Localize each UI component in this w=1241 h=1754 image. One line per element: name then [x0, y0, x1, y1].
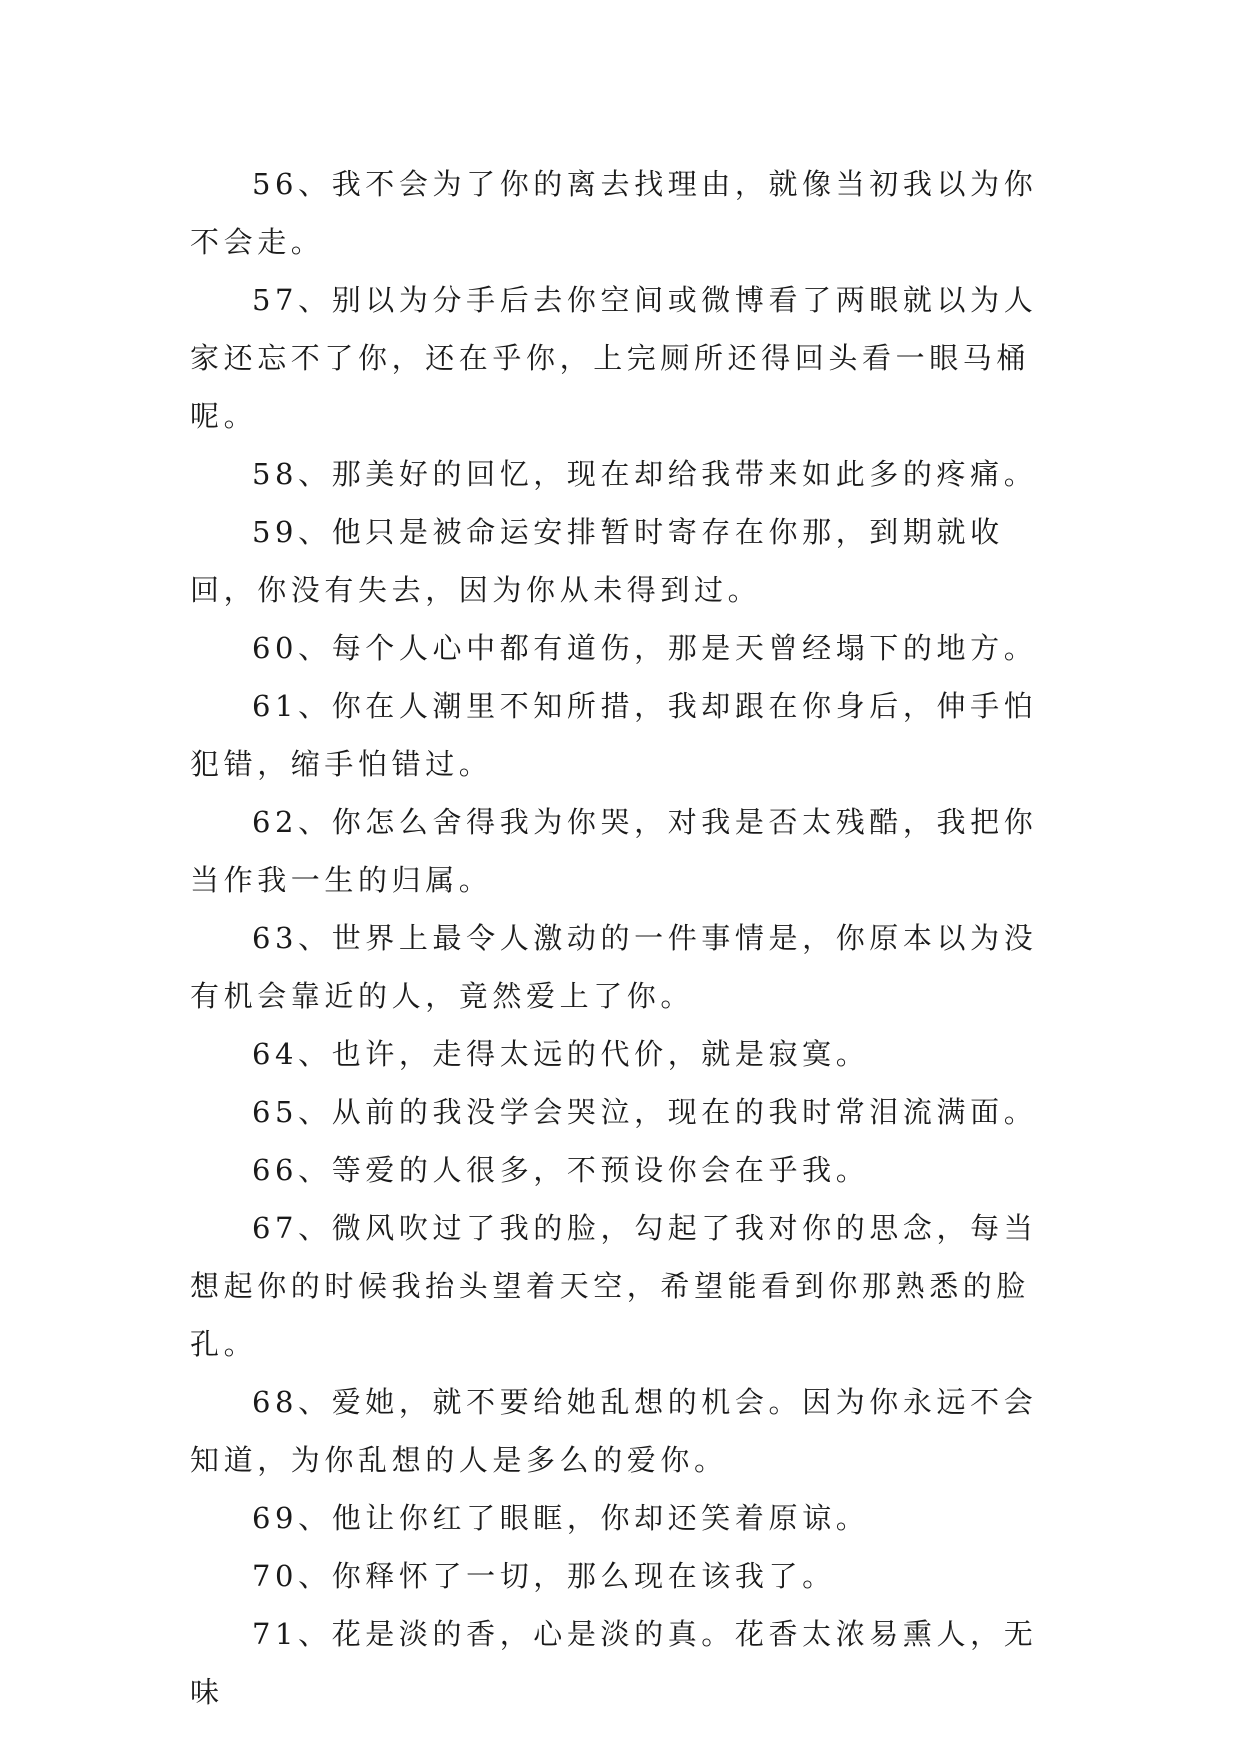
paragraph-60: 60、每个人心中都有道伤，那是天曾经塌下的地方。	[252, 631, 1038, 665]
paragraph-57: 57、别以为分手后去你空间或微博看了两眼就以为人家还忘不了你，还在乎你，上完厕所还得回头看一眼马桶呢。	[190, 283, 1038, 433]
paragraph-61: 61、你在人潮里不知所措，我却跟在你身后，伸手怕犯错，缩手怕错过。	[190, 689, 1038, 781]
paragraph-56: 56、我不会为了你的离去找理由，就像当初我以为你不会走。	[190, 167, 1038, 259]
paragraph-69: 69、他让你红了眼眶，你却还笑着原谅。	[252, 1501, 870, 1535]
paragraph-59: 59、他只是被命运安排暂时寄存在你那，到期就收回，你没有失去，因为你从未得到过。	[190, 515, 1004, 607]
paragraph-70: 70、你释怀了一切，那么现在该我了。	[252, 1559, 836, 1593]
paragraph-58: 58、那美好的回忆，现在却给我带来如此多的疼痛。	[252, 457, 1038, 491]
paragraph-71: 71、花是淡的香，心是淡的真。花香太浓易熏人，无味	[190, 1617, 1038, 1709]
paragraph-68: 68、爱她，就不要给她乱想的机会。因为你永远不会知道，为你乱想的人是多么的爱你。	[190, 1385, 1038, 1477]
document-body	[190, 155, 1050, 1721]
paragraph-65: 65、从前的我没学会哭泣，现在的我时常泪流满面。	[252, 1095, 1038, 1129]
paragraph-63: 63、世界上最令人激动的一件事情是，你原本以为没有机会靠近的人，竟然爱上了你。	[190, 921, 1038, 1013]
paragraph-62: 62、你怎么舍得我为你哭，对我是否太残酷，我把你当作我一生的归属。	[190, 805, 1038, 897]
paragraph-64: 64、也许，走得太远的代价，就是寂寞。	[252, 1037, 870, 1071]
paragraph-66: 66、等爱的人很多，不预设你会在乎我。	[252, 1153, 870, 1187]
paragraph-67: 67、微风吹过了我的脸，勾起了我对你的思念，每当想起你的时候我抬头望着天空，希望能看到你那熟悉的脸孔。	[190, 1211, 1038, 1361]
